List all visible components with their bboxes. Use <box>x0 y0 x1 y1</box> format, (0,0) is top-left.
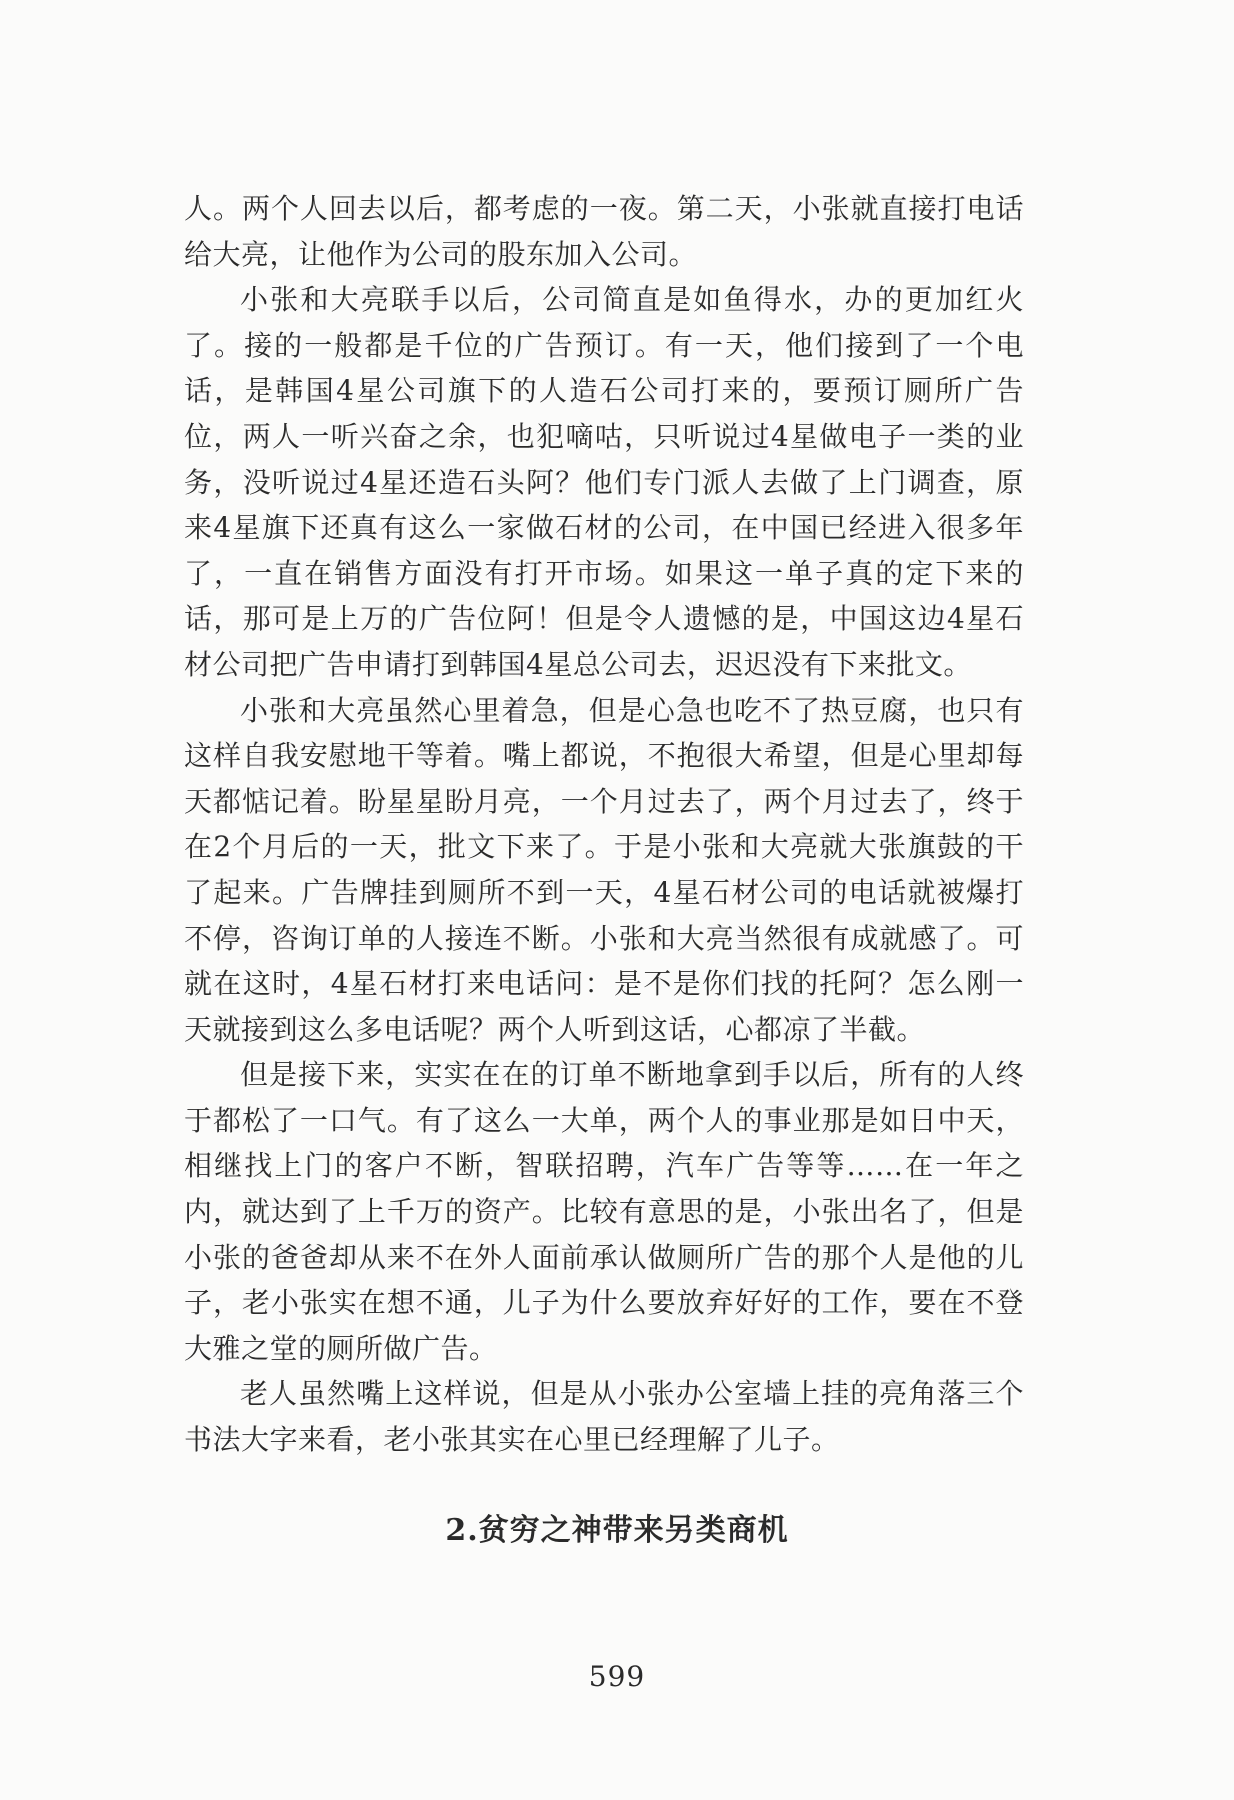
paragraph-continued: 人。两个人回去以后，都考虑的一夜。第二天，小张就直接打电话给大亮，让他作为公司的股东加入公司。 <box>184 192 1024 271</box>
section-heading: 2.贫穷之神带来另类商机 <box>445 1513 789 1548</box>
body-text <box>184 186 1024 1463</box>
paragraph: 但是接下来，实实在在的订单不断地拿到手以后，所有的人终于都松了一口气。有了这么一大单，两个人的事业那是如日中天，相继找上门的客户不断，智联招聘，汽车广告等等……在一年之内，就达到了上千万的资产。比较有意思的是，小张出名了，但是小张的爸爸却从来不在外人面前承认做厕所广告的那个人是他的儿子，老小张实在想不通，儿子为什么要放弃好好的工作，要在不登大雅之堂的厕所做广告。 <box>184 1058 1024 1365</box>
paragraph: 小张和大亮联手以后，公司简直是如鱼得水，办的更加红火了。接的一般都是千位的广告预订。有一天，他们接到了一个电话，是韩国4星公司旗下的人造石公司打来的，要预订厕所广告位，两人一听兴奋之余，也犯嘀咕，只听说过4星做电子一类的业务，没听说过4星还造石头阿？他们专门派人去做了上门调查，原来4星旗下还真有这么一家做石材的公司，在中国已经进入很多年了，一直在销售方面没有打开市场。如果这一单子真的定下来的话，那可是上万的广告位阿！但是令人遗憾的是，中国这边4星石材公司把广告申请打到韩国4星总公司去，迟迟没有下来批文。 <box>184 283 1024 681</box>
paragraph: 小张和大亮虽然心里着急，但是心急也吃不了热豆腐，也只有这样自我安慰地干等着。嘴上都说，不抱很大希望，但是心里却每天都惦记着。盼星星盼月亮，一个月过去了，两个月过去了，终于在2个月后的一天，批文下来了。于是小张和大亮就大张旗鼓的干了起来。广告牌挂到厕所不到一天，4星石材公司的电话就被爆打不停，咨询订单的人接连不断。小张和大亮当然很有成就感了。可就在这时，4星石材打来电话问：是不是你们找的托阿？怎么刚一天就接到这么多电话呢？两个人听到这话，心都凉了半截。 <box>184 693 1024 1046</box>
page-number: 599 <box>588 1660 646 1693</box>
paragraph: 老人虽然嘴上这样说，但是从小张办公室墙上挂的亮角落三个书法大字来看，老小张其实在心里已经理解了儿子。 <box>184 1377 1024 1457</box>
